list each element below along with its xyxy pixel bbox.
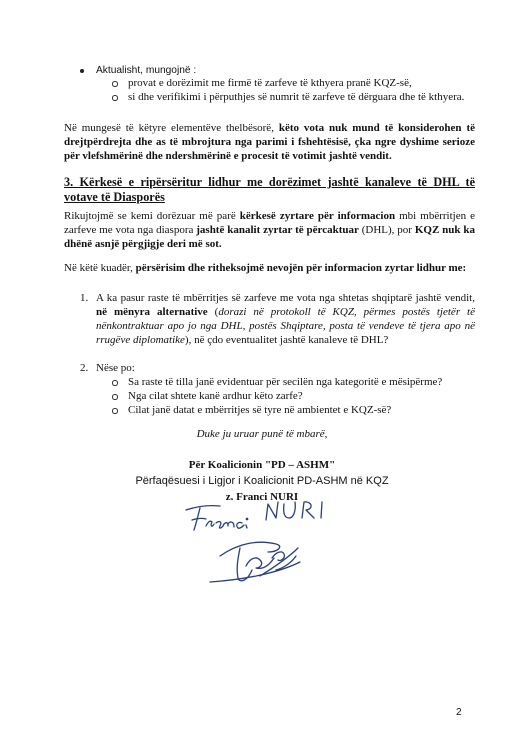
q1-line: A ka pasur raste të mbërritjes së zarfeve me vota nga shtetas shqiptarë jashtë vendit, [96,292,475,304]
para2-line [64,238,222,251]
bold-text: , çka ngre dyshime serioze [348,136,475,148]
italic-text: dorazi në protokoll të KQZ, përmes postës tjetër të [218,306,475,318]
q1-line [96,334,388,347]
signature-name: z. Franci NURI [225,491,299,503]
para1-line [64,136,475,149]
bold-text: jashtë kanalit zyrtar të përcaktuar [196,224,359,236]
circle-bullet-icon [112,394,118,400]
circle-bullet-icon [112,380,118,386]
text: zarfeve me vota nga diaspora [64,224,197,236]
missing-item: si dhe verifikimi i përputhjes së numrit të zarfeve të dërguara dhe të kthyera. [128,91,465,103]
missing-intro: Aktualisht, mungojnë : [96,65,197,76]
text: ( [207,306,219,318]
closing: Duke ju uruar punë të mbarë, [196,428,328,440]
bold-text: në mënyra alternative [96,306,208,318]
q1-number: 1. [80,292,89,304]
q1-line [96,306,475,319]
missing-item: provat e dorëzimit me firmë të zarfeve të kthyera pranë KQZ-së, [128,77,412,89]
signature-coalition: Për Koalicionin "PD – ASHM" [188,459,336,471]
text: ), në çdo eventualitet jashtë kanaleve të DHL? [184,334,389,346]
circle-bullet-icon [112,408,118,414]
bold-text: për vlefshmërinë dhe ndershmërinë e procesit të votimit jashtë vendit. [64,150,392,162]
q2-intro: Nëse po: [96,362,135,374]
handwritten-signature [180,496,360,592]
circle-bullet-icon [112,95,118,101]
q2-item: Sa raste të tilla janë evidentuar për secilën nga kategoritë e mësipërme? [128,376,443,388]
bold-text: drejtpërdrejta dhe as të mbrojtura nga parimi i fshehtësisë [64,136,349,148]
bullet-icon [80,69,84,73]
page-number: 2 [456,707,462,718]
q2-item: Cilat janë datat e mbërritjes së tyre në ambientet e KQZ-së? [128,404,392,416]
bold-text: këto vota nuk mund të konsiderohen të [278,122,475,134]
text: Në këtë kuadër, [64,262,136,274]
para3-line [64,262,466,275]
signature-role: Përfaqësuesi i Ligjor i Koalicionit PD-ASHM në KQZ [135,475,389,487]
para1-line [64,150,392,163]
circle-bullet-icon [112,81,118,87]
section3-title: 3. Kërkesë e ripërsëritur lidhur me dorëzimet jashtë kanaleve të DHL të [64,175,475,189]
bold-text: dhënë asnjë përgjigje deri më sot. [64,238,222,250]
text: Rikujtojmë se kemi dorëzuar më parë [64,210,240,222]
text: mbi mbërritjen e [395,210,476,222]
text: (DHL), por [358,224,415,236]
section3-title: votave të Diasporës [64,190,165,204]
para2-line [64,224,475,237]
text: Në mungesë të këtyre elementëve thelbësorë, [64,122,279,134]
bold-text: përsërisim dhe ritheksojmë nevojën për informacion zyrtar lidhur me: [135,262,467,274]
para1-line [64,122,475,135]
bold-text: kërkesë zyrtare për informacion [239,210,396,222]
q2-number: 2. [80,362,89,374]
q2-item: Nga cilat shtete kanë ardhur këto zarfe? [128,390,303,402]
italic-text: rrugëve diplomatike [96,334,185,346]
para2-line [64,210,475,223]
bold-text: KQZ nuk ka [414,224,475,236]
q1-line: nënkontraktuar apo jo nga DHL, postës Shqiptare, posta të vendeve të tjera apo në [96,320,475,332]
